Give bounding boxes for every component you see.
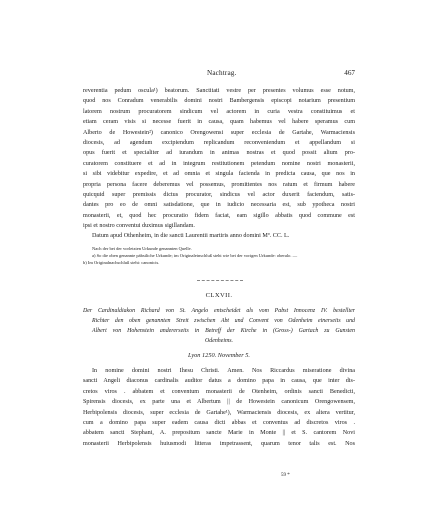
- text-line: sancti Angeli diaconus cardinalis auditor datus a domino papa in causa, que inter dis-: [83, 378, 355, 385]
- text-line: Alberto de Howestein²) canonico Orengowensi super ecclesia de Gartahe, Warmaciensis: [83, 129, 355, 136]
- summary-line: Der Cardinaldiakon Richard von St. Angelo entscheidet als vom Pabst Innocenz IV. bestellter: [83, 308, 355, 314]
- datum-line: Datum apud Othenheim, in die sancti Laurentii martiris anno domini Mº. CC. L.: [92, 233, 290, 240]
- document-dateline: Lyon 1250. November 5.: [188, 352, 250, 359]
- section-divider: [197, 280, 243, 281]
- text-line: diocesis, ad agendum excipiendum replicandum reconveniendum et appellandum si: [83, 139, 355, 146]
- text-line: curatorem constituere et ad in integrum restitutionem petendum nomine nostri monasterii,: [83, 160, 355, 167]
- text-line: monasterii, et, quod hec procuratio fidem faciat, eam sigillo abbatis quod commune est: [83, 212, 355, 219]
- text-line: si sibi videbitur expedire, et ad omnia et singula facienda in predicta causa, que nos in: [83, 171, 355, 178]
- summary-line: Richter den oben genannten Streit zwischen Abt und Convent von Odenheim einerseits und: [92, 318, 355, 324]
- summary-line: Odenheims.: [205, 338, 233, 344]
- text-line: Spirensis diocesis, ex parte una et Albertum || de Howestein canonicum Orengowensem,: [83, 399, 355, 406]
- document-summary: [83, 306, 355, 346]
- source-note: Nach der bei der vorletzten Urkunde genannten Quelle.: [92, 245, 192, 251]
- text-line: quicquid super premissis dictus procurator, sindicus vel actor duxerit faciendum, satis-: [83, 191, 355, 198]
- footnote: a) So die oben genannte päbstliche Urkunde; im Originaleinschluß steht wie bei der vorigen Urkunde: oberalo. —: [92, 253, 298, 259]
- text-line: latorem nostrum procuratorem sindicum vel actorem in curia vestra constituimus et: [83, 108, 355, 115]
- running-header: [83, 69, 355, 81]
- text-line: ipsi et nostro conventui duximus sigillandam.: [83, 223, 195, 230]
- text-line: propria persona facere deberemus vel possemus, promittentes nos ratum et firmum habere: [83, 181, 355, 188]
- text-line: dantes pro eo de omni satisdatione, que in iudicio necessaria est, sub ypotheca nostri: [83, 202, 355, 209]
- document-body: [83, 366, 355, 449]
- running-title: Nachtrag.: [207, 69, 237, 77]
- text-line: In nomine domini nostri Ihesu Christi. Amen. Nos Riccardus miseratione divina: [92, 368, 355, 374]
- footnote: b) Im Originalnachschluß steht: canonicis.: [83, 260, 160, 266]
- text-line: cum a domino papa super eadem causa dicti abbas et conventus ad discretos viros .: [83, 419, 355, 426]
- text-line: reverentia pedum oscula¹) beatorum. Sanctitati vestre per presentes volumus esse notum,: [83, 88, 355, 94]
- printer-signature: 59 *: [281, 473, 290, 478]
- document-number: CLXVII.: [205, 292, 233, 299]
- text-line: opus fuerit et specialiter ad iurandum in animas nostras et quod possit alium pro-: [83, 150, 355, 157]
- summary-line: Albert von Hohenstein andererseits in Betreff der Kirche in (Gross-) Gartach zu Gunsten: [92, 328, 355, 334]
- continuation-text: [83, 86, 355, 266]
- text-line: Herbipolensis diocesis, super ecclesia de Gartahe¹), Warmaciensis diocesis, ex altera vertitur,: [83, 409, 355, 416]
- text-line: etiam ceram visis si necesse fuerit in causa, quam habemus vel habere speramus cum: [83, 119, 355, 126]
- text-line: abbatem sancti Stephani, A. prepositum sancte Marie in Monte || et S. cantorem Novi: [83, 430, 355, 437]
- text-line: quod nos Conradum venerabilis domini nostri Bambergensis episcopi notarium presentium: [83, 98, 355, 105]
- text-line: cretos viros . abbatem et conventum monasterii de Otenheim, ordinis sancti Benedicti,: [83, 388, 355, 395]
- text-line: monasterii Herbipolensis huiusmodi litteras impetrassent, quarum tenor talis est. Nos: [83, 440, 355, 447]
- page-number: 467: [344, 69, 355, 77]
